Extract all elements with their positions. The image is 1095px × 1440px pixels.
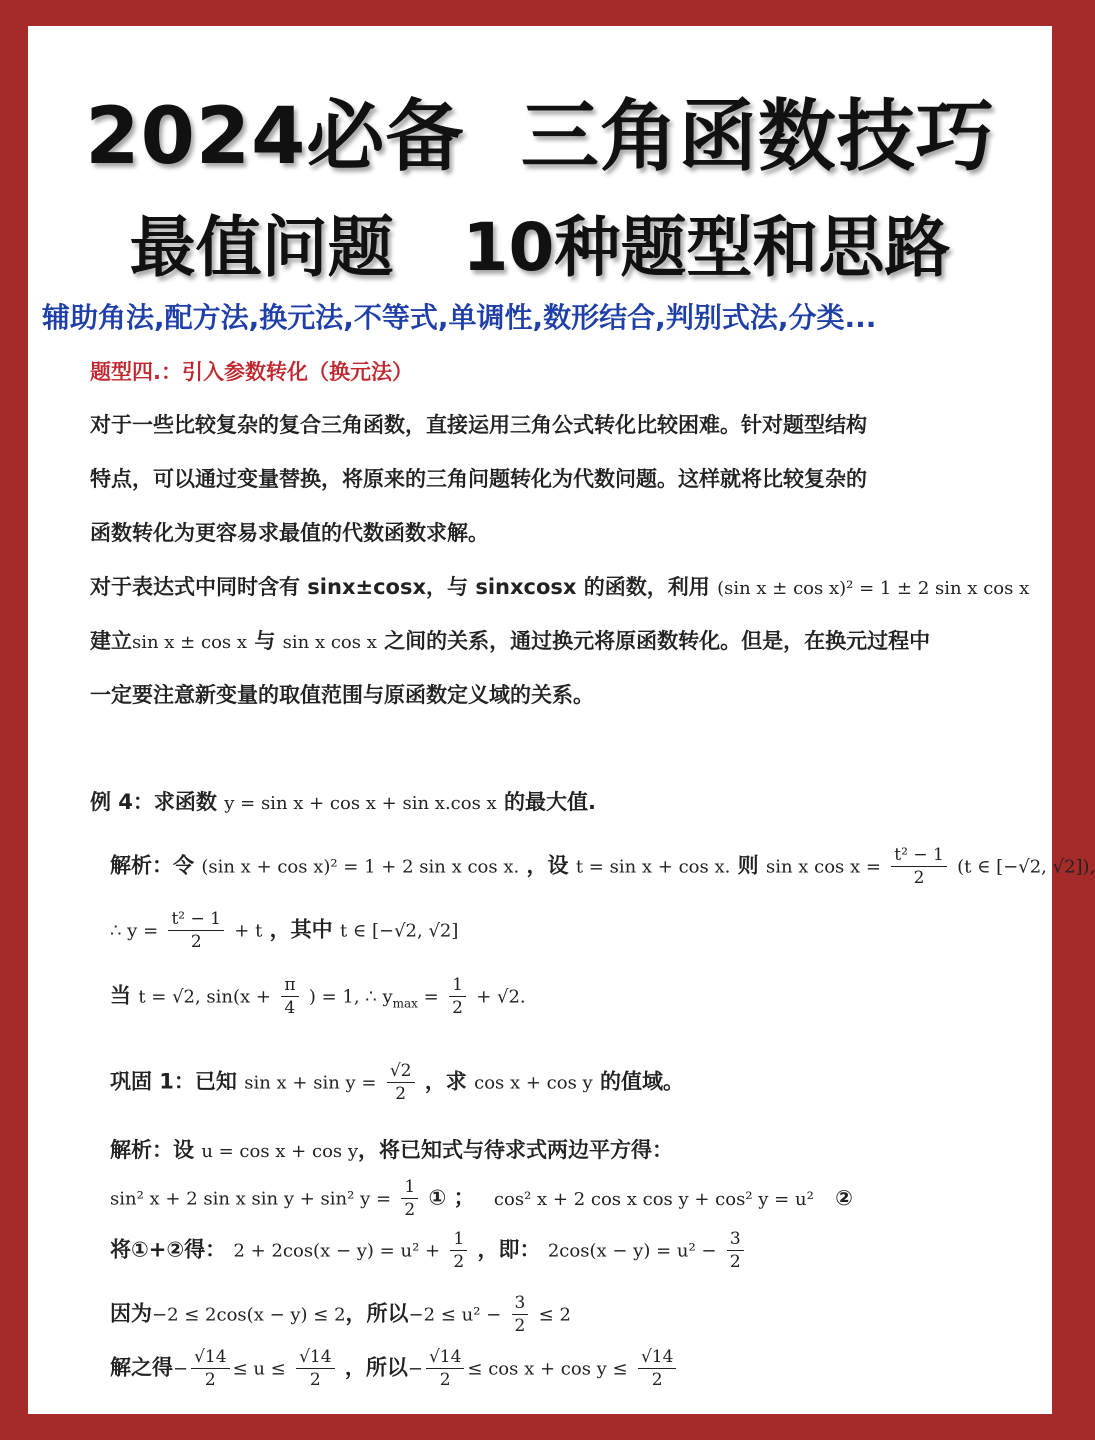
note-line-2	[90, 625, 930, 655]
equation-1: sin² x + 2 sin x sin y + sin² y =	[110, 1188, 392, 1210]
example-solution-line-3	[110, 974, 526, 1019]
note-text: 对于表达式中同时含有 sinx±cosx，与 sinxcosx 的函数，利用	[90, 575, 710, 599]
formula: cos x + cos y	[474, 1072, 593, 1094]
fraction: $\frac{\text{t² − 1}}{2}$	[891, 844, 947, 889]
text: ，求	[424, 1069, 467, 1094]
text: 的值域。	[592, 1069, 685, 1094]
formula: −2 ≤ 2cos(x − y) ≤ 2	[152, 1304, 346, 1326]
formula: ≤ u ≤	[232, 1358, 286, 1380]
fraction: $\frac{1}{2}$	[449, 974, 466, 1019]
text: ，所以	[345, 1301, 409, 1326]
formula: 2 + 2cos(x − y) = u² +	[233, 1240, 441, 1262]
formula: sin x + sin y =	[244, 1072, 377, 1094]
fraction: $\frac{3}{2}$	[727, 1228, 744, 1273]
title-line-2: 最值问题 10种题型和思路	[129, 209, 951, 286]
note-text: 与	[247, 629, 283, 653]
solution-label: 解析：设	[110, 1138, 194, 1162]
fraction: $\frac{√14}{2}$	[638, 1346, 676, 1391]
subscript: max	[392, 996, 418, 1011]
formula: u = cos x + cos y	[201, 1141, 359, 1162]
formula: =	[417, 986, 439, 1008]
text: 当	[110, 983, 131, 1008]
formula: ≤ cos x + cos y ≤	[467, 1358, 628, 1380]
example-solution-line-1	[110, 844, 1095, 889]
example-4-statement	[90, 786, 596, 816]
title-line-1: 2024必备 三角函数技巧	[85, 92, 995, 182]
fraction: $\frac{\text{t² − 1}}{2}$	[168, 908, 224, 953]
text: 解之得	[110, 1355, 173, 1380]
text: ，所以	[344, 1355, 408, 1380]
fraction: $\frac{3}{2}$	[512, 1292, 529, 1337]
practice-sum-line	[110, 1228, 747, 1273]
intro-line-3: 函数转化为更容易求最值的代数函数求解。	[90, 521, 489, 545]
practice-result-line	[110, 1346, 679, 1391]
section-heading: 题型四.：引入参数转化（换元法）	[90, 360, 413, 384]
text: 则	[737, 853, 759, 878]
note-text: 建立	[90, 629, 132, 653]
note-line-1	[90, 571, 1029, 601]
intro-line-2: 特点，可以通过变量替换，将原来的三角问题转化为代数问题。这样就将比较复杂的	[90, 467, 867, 491]
formula: + √2.	[476, 986, 526, 1008]
document-card	[28, 26, 1095, 1414]
method-list-subtitle: 辅助角法,配方法,换元法,不等式,单调性,数形结合,判别式法,分类...	[42, 301, 877, 334]
practice-label: 巩固 1：已知	[110, 1069, 237, 1094]
formula: −	[173, 1358, 189, 1380]
text: ，其中	[269, 917, 333, 942]
fraction: $\frac{1}{2}$	[401, 1176, 418, 1221]
practice-solution-line-1	[110, 1134, 673, 1164]
note-line-3: 一定要注意新变量的取值范围与原函数定义域的关系。	[90, 683, 594, 707]
formula: sin x cos x	[282, 632, 377, 653]
example-label: 例 4：求函数	[90, 790, 217, 814]
formula: ≤ 2	[538, 1304, 571, 1326]
example-solution-line-2	[110, 908, 458, 953]
note-text: 之间的关系，通过换元将原函数转化。但是，在换元过程中	[376, 629, 931, 653]
text: ，设	[526, 853, 569, 878]
formula: t = √2, sin(x +	[138, 986, 272, 1008]
fraction: $\frac{√14}{2}$	[191, 1346, 229, 1391]
text: ，即：	[477, 1237, 541, 1262]
solution-label: 解析：令	[110, 853, 194, 878]
text: 将①+②得：	[110, 1237, 227, 1262]
identity-formula: (sin x ± cos x)² = 1 ± 2 sin x cos x	[717, 578, 1030, 599]
formula: ∴ y =	[110, 920, 159, 942]
formula: + t	[234, 920, 263, 942]
fraction: $\frac{√2}{2}$	[387, 1060, 415, 1105]
formula: ) = 1, ∴ y	[308, 986, 393, 1008]
intro-line-1: 对于一些比较复杂的复合三角函数，直接运用三角公式转化比较困难。针对题型结构	[90, 413, 867, 437]
text: 因为	[110, 1301, 152, 1326]
fraction: $\frac{√14}{2}$	[426, 1346, 464, 1391]
equation-marker: ① ；	[428, 1185, 475, 1210]
equation-2: cos² x + 2 cos x cos y + cos² y = u²	[493, 1188, 814, 1210]
practice-equations-line	[110, 1176, 853, 1221]
text: ，将已知式与待求式两边平方得：	[358, 1138, 674, 1162]
practice-1-statement	[110, 1060, 684, 1105]
formula: (sin x + cos x)² = 1 + 2 sin x cos x.	[201, 856, 520, 878]
formula: −	[407, 1358, 423, 1380]
formula: sin x cos x =	[765, 856, 881, 878]
equation-marker: ②	[835, 1185, 853, 1210]
formula: (t ∈ [−√2, √2]),	[957, 856, 1095, 878]
formula: sin x ± cos x	[132, 632, 248, 653]
fraction: $\frac{1}{2}$	[450, 1228, 467, 1273]
formula: t ∈ [−√2, √2]	[339, 920, 459, 942]
formula: t = sin x + cos x.	[575, 856, 731, 878]
fraction: $\frac{√14}{2}$	[296, 1346, 334, 1391]
example-function: y = sin x + cos x + sin x.cos x	[224, 793, 497, 814]
example-suffix: 的最大值.	[496, 790, 596, 814]
fraction: $\frac{\pi}{4}$	[281, 974, 298, 1019]
practice-since-line	[110, 1292, 571, 1337]
formula: −2 ≤ u² −	[408, 1304, 502, 1326]
formula: 2cos(x − y) = u² −	[547, 1240, 717, 1262]
